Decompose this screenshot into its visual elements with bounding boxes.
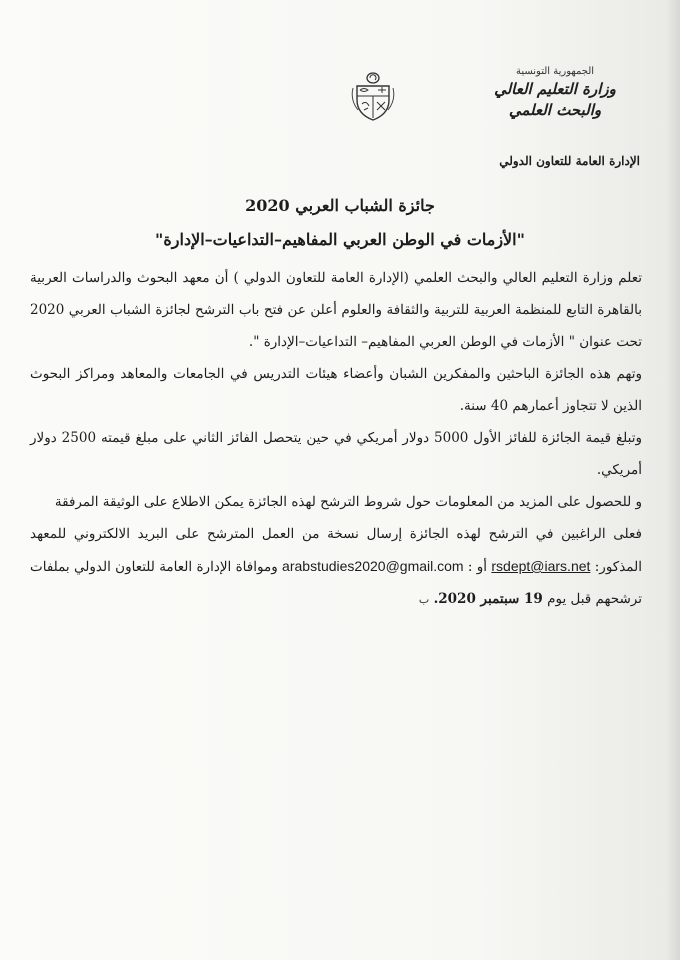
paragraph-eligibility: وتهم هذه الجائزة الباحثين والمفكرين الشبان وأعضاء هيئات التدريس في الجامعات والمعاهد ومراكز البحوث الذين لا تتجاوز أعمارهم 40 سنة. xyxy=(30,366,642,414)
email-link-rsdept[interactable]: rsdept@iars.net xyxy=(491,558,591,574)
tunisia-coat-of-arms-icon xyxy=(348,70,398,122)
deadline-date: 19 سبتمبر 2020. xyxy=(433,591,543,607)
email-link-arabstudies[interactable]: arabstudies2020@gmail.com xyxy=(282,558,464,574)
document-title: جائزة الشباب العربي 2020 xyxy=(245,196,435,215)
paragraph-prize-value: وتبلغ قيمة الجائزة للفائز الأول 5000 دولار أمريكي في حين يتحصل الفائز الثاني على مبلغ قيمته 2500 دولار أمريكي. xyxy=(30,430,642,478)
paragraph-more-info: و للحصول على المزيد من المعلومات حول شروط الترشح لهذه الجائزة يمكن الاطلاع على الوثيقة المرفقة xyxy=(54,494,642,510)
page-edge-shadow xyxy=(666,0,680,960)
or-separator: أو : xyxy=(467,559,488,575)
handwritten-initial: ب xyxy=(418,593,430,606)
submission-deadline-text: وموافاة الإدارة العامة للتعاون الدولي بملفات ترشحهم قبل يوم xyxy=(30,559,642,607)
letterhead xyxy=(470,66,640,119)
ministry-line-2: والبحث العلمي xyxy=(508,101,602,119)
ministry-line-1: وزارة التعليم العالي xyxy=(494,80,616,98)
paragraph-submission xyxy=(30,518,642,616)
department-label: الإدارة العامة للتعاون الدولي xyxy=(499,154,640,168)
republic-label: الجمهورية التونسية xyxy=(515,66,595,77)
document-body xyxy=(30,262,642,616)
paragraph-announcement: تعلم وزارة التعليم العالي والبحث العلمي (الإدارة العامة للتعاون الدولي ) أن معهد البحوث والدراسات العربية بالقاهرة التابع للمنظمة العربية للتربية والثقافة والعلوم أعلن عن فتح باب الترشح لجائزة الشباب العربي 2020 تحت عنوان " الأزمات في الوطن العربي المفاهيم– التداعيات–الإدارة ". xyxy=(30,270,642,350)
document-subtitle: "الأزمات في الوطن العربي المفاهيم–التداعيات–الإدارة" xyxy=(155,230,525,249)
submission-intro: فعلى الراغبين في الترشح لهذه الجائزة إرسال نسخة من العمل المترشح على البريد الالكتروني للمعهد المذكور: xyxy=(30,526,642,575)
